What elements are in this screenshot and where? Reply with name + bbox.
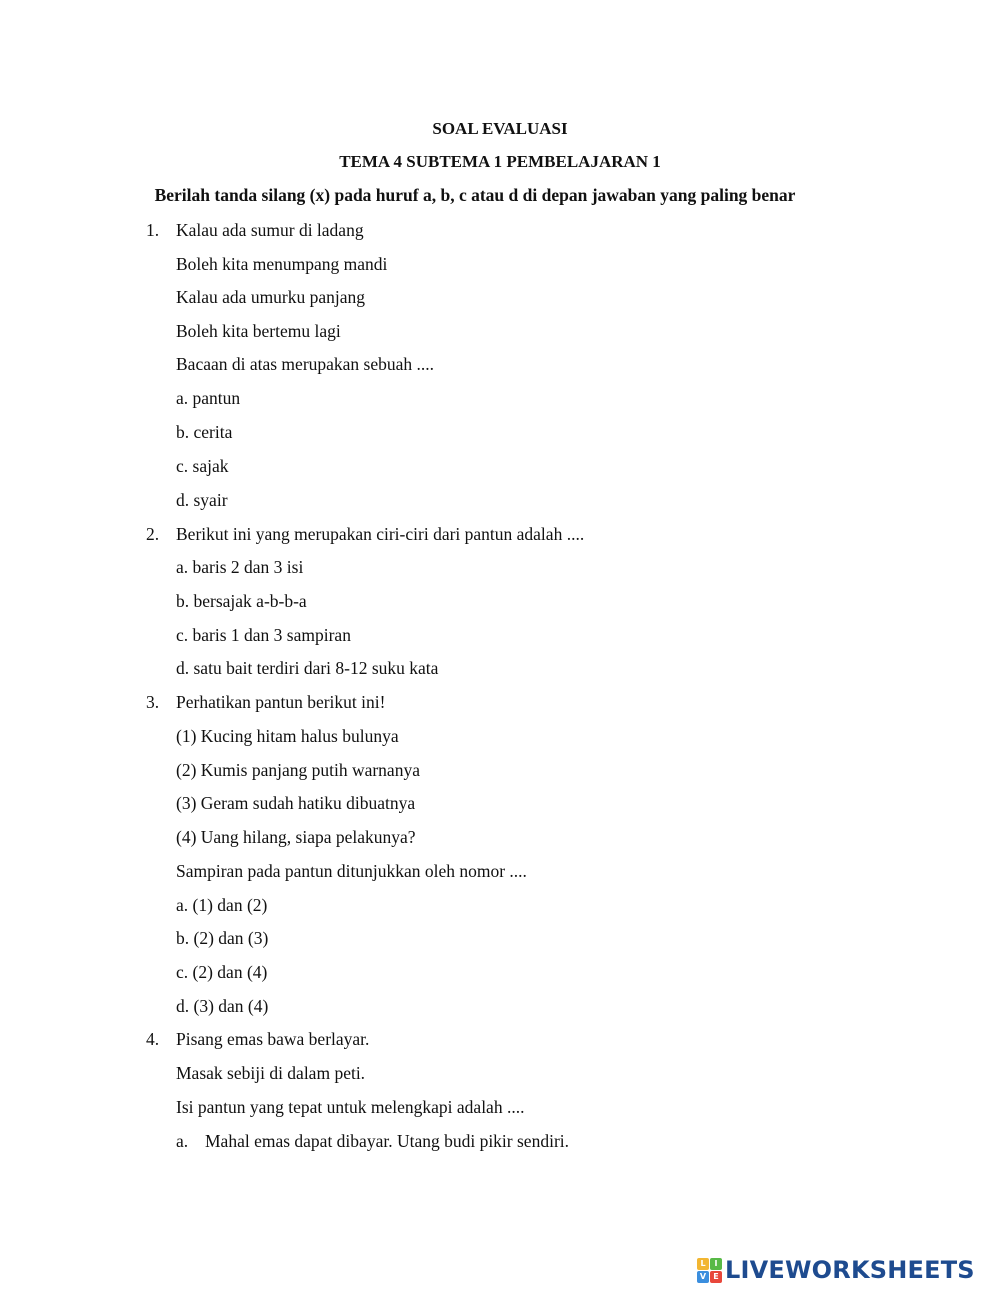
question-3-number: 3. bbox=[146, 692, 160, 712]
question-3-line: (2) Kumis panjang putih warnanya bbox=[176, 760, 420, 780]
logo-block-e: E bbox=[710, 1271, 722, 1283]
question-1-line: Kalau ada sumur di ladang bbox=[176, 220, 364, 240]
question-3-line: (4) Uang hilang, siapa pelakunya? bbox=[176, 827, 416, 847]
instruction-text: Berilah tanda silang (x) pada huruf a, b, c atau d di depan jawaban yang paling benar bbox=[154, 185, 796, 205]
liveworksheets-logo bbox=[697, 1254, 975, 1286]
question-2-prompt: Berikut ini yang merupakan ciri-ciri dari pantun adalah .... bbox=[176, 524, 585, 544]
question-1-option-b[interactable]: b. cerita bbox=[176, 422, 233, 442]
question-2-option-b[interactable]: b. bersajak a-b-b-a bbox=[176, 591, 307, 611]
page-title: SOAL EVALUASI bbox=[432, 119, 568, 138]
logo-blocks-icon bbox=[697, 1258, 722, 1283]
question-3-line: Perhatikan pantun berikut ini! bbox=[176, 692, 386, 712]
question-2-option-d[interactable]: d. satu bait terdiri dari 8-12 suku kata bbox=[176, 658, 439, 678]
logo-block-v: V bbox=[697, 1271, 709, 1283]
question-4-option-a[interactable]: Mahal emas dapat dibayar. Utang budi pikir sendiri. bbox=[205, 1131, 570, 1151]
question-4-number: 4. bbox=[146, 1029, 160, 1049]
question-1-line: Boleh kita bertemu lagi bbox=[176, 321, 341, 341]
logo-text: LIVEWORKSHEETS bbox=[725, 1256, 975, 1284]
question-3-option-b[interactable]: b. (2) dan (3) bbox=[176, 928, 269, 948]
question-3-line: (3) Geram sudah hatiku dibuatnya bbox=[176, 793, 416, 813]
question-1-option-a[interactable]: a. pantun bbox=[176, 388, 241, 408]
question-4-prompt: Isi pantun yang tepat untuk melengkapi adalah .... bbox=[176, 1097, 525, 1117]
question-1-number: 1. bbox=[146, 220, 160, 240]
question-3-option-a[interactable]: a. (1) dan (2) bbox=[176, 895, 268, 915]
question-4-line: Pisang emas bawa berlayar. bbox=[176, 1029, 370, 1049]
question-1-option-d[interactable]: d. syair bbox=[176, 490, 228, 510]
page-subtitle: TEMA 4 SUBTEMA 1 PEMBELAJARAN 1 bbox=[339, 152, 661, 171]
question-1-line: Kalau ada umurku panjang bbox=[176, 287, 366, 307]
logo-block-i: I bbox=[710, 1258, 722, 1270]
question-3-line: (1) Kucing hitam halus bulunya bbox=[176, 726, 399, 746]
question-2-option-a[interactable]: a. baris 2 dan 3 isi bbox=[176, 557, 304, 577]
question-3-prompt: Sampiran pada pantun ditunjukkan oleh nomor .... bbox=[176, 861, 527, 881]
question-4-line: Masak sebiji di dalam peti. bbox=[176, 1063, 366, 1083]
logo-block-l: L bbox=[697, 1258, 709, 1270]
question-1-prompt: Bacaan di atas merupakan sebuah .... bbox=[176, 354, 435, 374]
question-2-number: 2. bbox=[146, 524, 160, 544]
question-4-option-a-letter[interactable]: a. bbox=[176, 1131, 189, 1151]
question-1-option-c[interactable]: c. sajak bbox=[176, 456, 229, 476]
question-2-option-c[interactable]: c. baris 1 dan 3 sampiran bbox=[176, 625, 351, 645]
question-3-option-d[interactable]: d. (3) dan (4) bbox=[176, 996, 269, 1016]
question-1-line: Boleh kita menumpang mandi bbox=[176, 254, 388, 274]
question-3-option-c[interactable]: c. (2) dan (4) bbox=[176, 962, 268, 982]
